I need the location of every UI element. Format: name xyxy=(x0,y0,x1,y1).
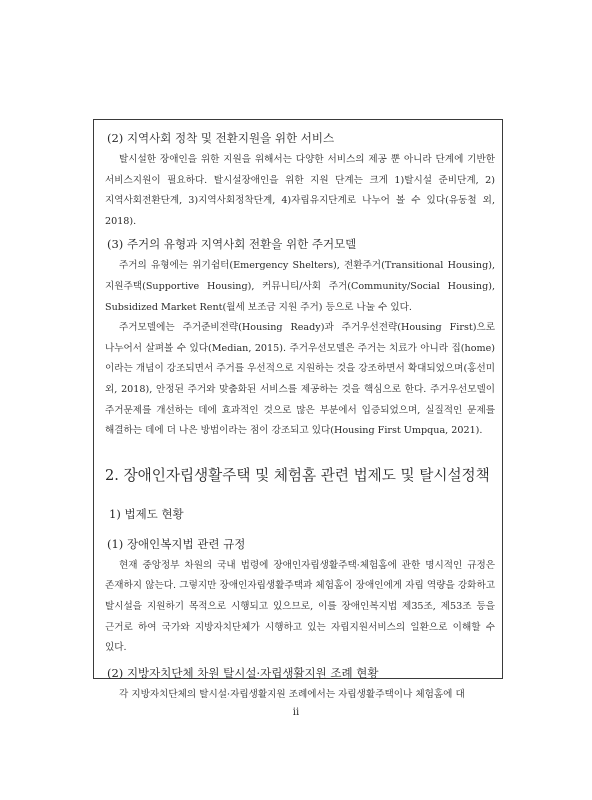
paragraph-housing-models: 주거모델에는 주거준비전략(Housing Ready)과 주거우선전략(Housing First)으로 나누어서 살펴볼 수 있다(Median, 2015). 주거우선모델은 주거는 치료가 아니라 집(home)이라는 개념이 강조되면서 주거를 우선적으로 지원하는 것을 강조하면서 확대되었으며(홍선미 외, 2018), 안정된 주거와 맞춤화된 서비스를 제공하는 것을 핵심으로 한다. 주거우선모델이 주거문제를 개선하는 데에 효과적인 것으로 많은 부분에서 입증되었으며, 실질적인 문제를 해결하는 데에 더 나은 방법이라는 점이 강조되고 있다(Housing First Umpqua, 2021). xyxy=(105,322,495,437)
subsection-heading-legal-status: 1) 법제도 현황 xyxy=(109,506,184,521)
page-number: ii xyxy=(292,707,300,718)
paragraph-local-ordinance: 각 지방자치단체의 탈시설·자립생활지원 조례에서는 자립생활주택이나 체험홈에 대 xyxy=(119,688,465,700)
paragraph-transition-services: 탈시설한 장애인을 위한 지원을 위해서는 다양한 서비스의 제공 뿐 아니라 단계에 기반한 서비스지원이 필요하다. 탈시설장애인을 위한 지원 단계는 크게 1)탈시설 준비단계, 2)지역사회전환단계, 3)지역사회정착단계, 4)자립유지단계로 나누어 볼 수 있다(유동철 외, 2018). xyxy=(105,154,495,227)
section-heading-local-ordinance: (2) 지방자치단체 차원 탈시설·자립생활지원 조례 현황 xyxy=(107,665,379,680)
paragraph-housing-types: 주거의 유형에는 위기쉼터(Emergency Shelters), 전환주거(Transitional Housing), 지원주택(Supportive Housing), 커뮤니티/사회 주거(Community/Social Housing), Subsidized Market Rent(월세 보조금 지원 주거) 등으로 나눌 수 있다. xyxy=(105,260,495,313)
section-heading-transition-services: (2) 지역사회 정착 및 전환지원을 위한 서비스 xyxy=(107,131,335,145)
chapter-heading: 2. 장애인자립생활주택 및 체험홈 관련 법제도 및 탈시설정책 xyxy=(105,466,490,484)
document-body xyxy=(105,130,495,705)
paragraph-welfare-law: 현재 중앙정부 차원의 국내 법령에 장애인자립생활주택·체험홈에 관한 명시적인 규정은 존재하지 않는다. 그렇지만 장애인자립생활주택과 체험홈이 장애인에게 자립 역량을 강화하고 탈시설을 지원하기 목적으로 시행되고 있으므로, 이를 장애인복지법 제35조, 제53조 등을 근거로 하여 국가와 지방자치단체가 시행하고 있는 자립지원서비스의 일환으로 이해할 수 있다. xyxy=(105,559,495,654)
section-heading-housing-model: (3) 주거의 유형과 지역사회 전환을 위한 주거모델 xyxy=(107,237,357,252)
section-heading-welfare-law: (1) 장애인복지법 관련 규정 xyxy=(107,536,246,551)
